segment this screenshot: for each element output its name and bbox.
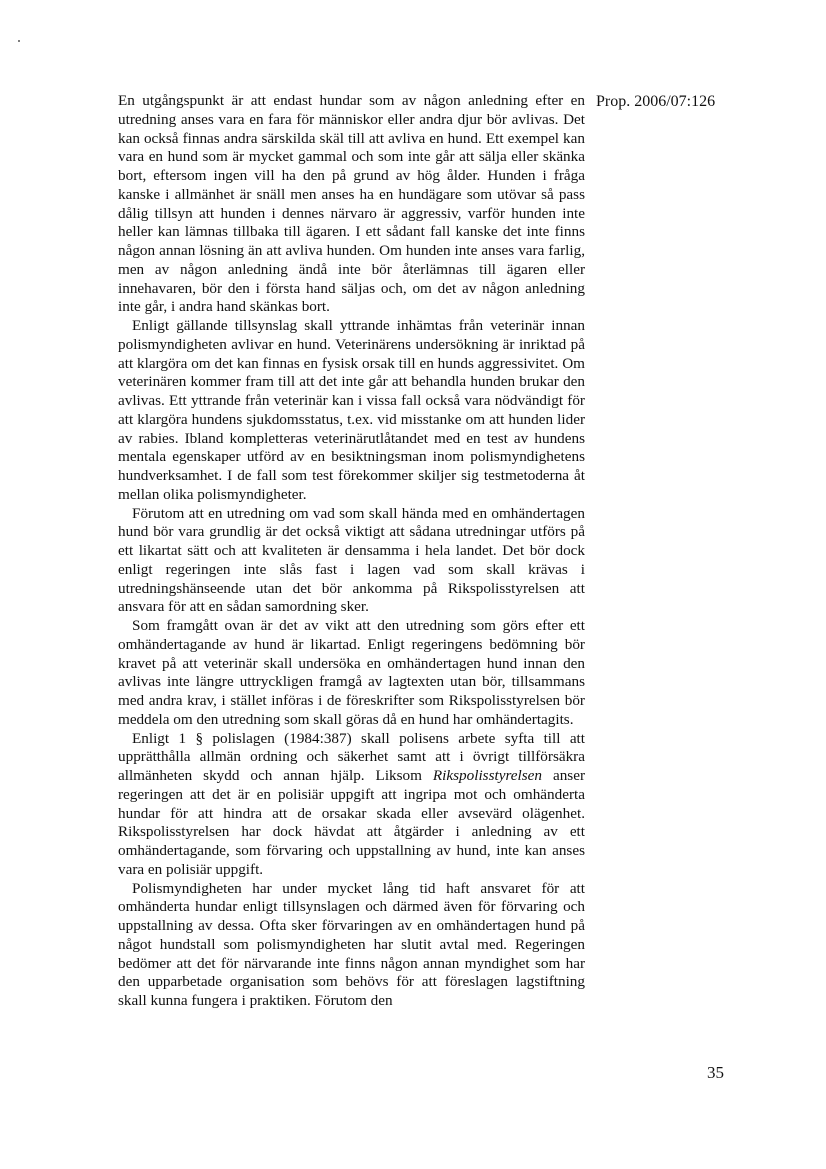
paragraph-1: En utgångspunkt är att endast hundar som av någon anledning efter en utredning anses vara en fara för människor eller andra djur bör avlivas. Det kan också finnas andra särskilda skäl till att avliva en hund. Ett exempel kan vara en hund som är mycket gammal och som inte går att sälja eller skänka bort, eftersom ingen vill ha den på grund av hög ålder. Hunden i fråga kanske i allmänhet är snäll men anses ha en hundägare som utövar så pass dålig tillsyn att hunden i dennes närvaro är aggressiv, varför hunden inte heller kan lämnas tillbaka till ägaren. I ett sådant fall kanske det inte finns någon annan lösning än att avliva hunden. Om hunden inte anses vara farlig, men av någon anledning ändå inte bör återlämnas till ägaren eller innehavaren, bör den i första hand säljas och, om det av någon anledning inte går, i andra hand skänkas bort. xyxy=(118,92,585,316)
paragraph-6: Polismyndigheten har under mycket lång tid haft ansvaret för att omhänderta hundar enligt tillsynslagen och därmed även för förvaring och uppstallning av dessa. Ofta sker förvaringen av en omhändertagen hund på något hundstall som polismyndigheten har slutit avtal med. Regeringen bedömer att det för närvarande inte finns någon annan myndighet som har den upparbetade organisation som behövs för att föreslagen lagstiftning skall kunna fungera i praktiken. Förutom den xyxy=(118,879,585,1009)
paragraph-3: Förutom att en utredning om vad som skall hända med en omhändertagen hund bör vara grundlig är det också viktigt att sådana utredningar utförs på ett likartat sätt och att kvaliteten är densamma i hela landet. Det bör dock enligt regeringen inte slås fast i lagen vad som skall krävas i utredningshänseende utan det bör ankomma på Rikspolisstyrelsen att ansvara för att en sådan samordning sker. xyxy=(118,504,585,616)
paragraph-5 xyxy=(118,730,585,880)
body-text xyxy=(118,92,585,1011)
paragraph-5-part-2: anser regeringen att det är en polisiär uppgift att ingripa mot och omhänderta hundar för att hindra att de orsakar skada eller avsevärd olägenhet. Rikspolisstyrelsen har dock hävdat att åtgärder i anledning av ett omhändertagande, som förvaring och uppstallning av hund, inte kan anses vara en polisiär uppgift. xyxy=(118,767,585,878)
page-number: 35 xyxy=(707,1063,724,1082)
proposition-reference: Prop. 2006/07:126 xyxy=(596,93,716,110)
paragraph-4: Som framgått ovan är det av vikt att den utredning som görs efter ett omhändertagande av hund är likartad. Enligt regeringens bedömning bör kravet på att veterinär skall undersöka en omhändertagen hund innan den avlivas inte längre uttryckligen framgå av lagtexten utan bör, tillsammans med andra krav, i stället införas i de föreskrifter som Rikspolisstyrelsen bör meddela om den utredning som skall göras då en hund har omhändertagits. xyxy=(118,617,585,728)
paragraph-2: Enligt gällande tillsynslag skall yttrande inhämtas från veterinär innan polismyndigheten avlivar en hund. Veterinärens undersökning är inriktad på att klargöra om det kan finnas en fysisk orsak till en hunds aggressivitet. Om veterinären kommer fram till att det inte går att behandla hunden brukar den avlivas. Ett yttrande från veterinär kan i vissa fall också vara nödvändigt för att klargöra hundens sjukdomsstatus, t.ex. vid misstanke om att hunden lider av rabies. Ibland kompletteras veterinärutlåtandet med en test av hundens mentala egenskaper utförd av en besiktningsman inom polismyndighetens hundverksamhet. I de fall som test förekommer skiljer sig testmetoderna åt mellan olika polismyndigheter. xyxy=(118,317,585,503)
scan-speck xyxy=(18,40,20,42)
paragraph-5-part-1: Enligt 1 § polislagen (1984:387) skall polisens arbete syfta till att upprätthålla allmän ordning och säkerhet samt att i övrigt tillförsäkra allmänheten skydd och annan hjälp. Liksom xyxy=(118,729,585,784)
emphasized-term: Rikspolisstyrelsen xyxy=(432,767,543,784)
